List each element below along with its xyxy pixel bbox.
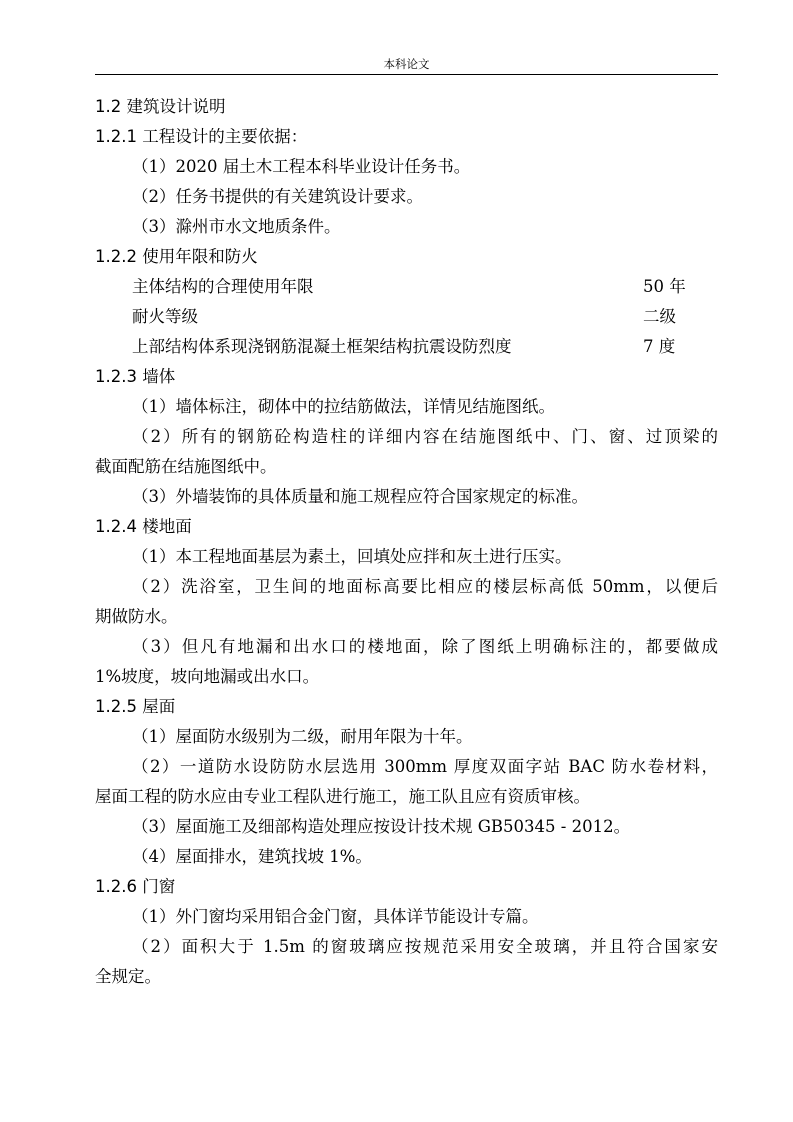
paragraph: （3）屋面施工及细部构造处理应按设计技术规 GB50345 - 2012。 bbox=[132, 817, 631, 836]
section-heading-1-2-2: 1.2.2 使用年限和防火 bbox=[95, 247, 258, 266]
paragraph-continuation: 期做防水。 bbox=[95, 607, 178, 626]
paragraph: （1）2020 届土木工程本科毕业设计任务书。 bbox=[132, 157, 471, 176]
paragraph-continuation: 屋面工程的防水应由专业工程队进行施工，施工队且应有资质审核。 bbox=[95, 787, 590, 806]
paragraph: （2）所有的钢筋砼构造柱的详细内容在结施图纸中、门、窗、过顶梁的 bbox=[132, 427, 718, 446]
paragraph: （3）外墙装饰的具体质量和施工规程应符合国家规定的标准。 bbox=[132, 487, 588, 506]
spec-label: 上部结构体系现浇钢筋混凝土框架结构抗震设防烈度 bbox=[132, 337, 512, 356]
paragraph: （2）洗浴室，卫生间的地面标高要比相应的楼层标高低 50mm，以便后 bbox=[132, 577, 718, 596]
paragraph-continuation: 截面配筋在结施图纸中。 bbox=[95, 457, 277, 476]
paragraph: （2）任务书提供的有关建筑设计要求。 bbox=[132, 187, 423, 206]
spec-row bbox=[95, 302, 718, 332]
paragraph: （1）墙体标注，砌体中的拉结筋做法，详情见结施图纸。 bbox=[132, 397, 555, 416]
header-rule bbox=[95, 74, 718, 75]
spec-value: 50 年 bbox=[643, 277, 686, 296]
paragraph: （1）屋面防水级别为二级，耐用年限为十年。 bbox=[132, 727, 473, 746]
spec-value: 二级 bbox=[643, 307, 676, 326]
section-heading-1-2-1: 1.2.1 工程设计的主要依据： bbox=[95, 127, 308, 146]
paragraph: （1）外门窗均采用铝合金门窗，具体详节能设计专篇。 bbox=[132, 907, 539, 926]
spec-label: 主体结构的合理使用年限 bbox=[132, 277, 314, 296]
paragraph: （1）本工程地面基层为素土，回填处应拌和灰土进行压实。 bbox=[132, 547, 572, 566]
paragraph: （4）屋面排水，建筑找坡 1%。 bbox=[132, 847, 372, 866]
paragraph: （2）一道防水设防防水层选用 300mm 厚度双面字站 BAC 防水卷材料， bbox=[132, 757, 718, 776]
section-heading-1-2-4: 1.2.4 楼地面 bbox=[95, 517, 192, 536]
section-heading-1-2-3: 1.2.3 墙体 bbox=[95, 367, 176, 386]
paragraph: （3）但凡有地漏和出水口的楼地面，除了图纸上明确标注的，都要做成 bbox=[132, 637, 718, 656]
section-heading-1-2: 1.2 建筑设计说明 bbox=[95, 97, 226, 116]
spec-row bbox=[95, 272, 718, 302]
paragraph: （3）滁州市水文地质条件。 bbox=[132, 217, 341, 236]
spec-row bbox=[95, 332, 718, 362]
paragraph-continuation: 全规定。 bbox=[95, 967, 161, 986]
page-header: 本科论文 bbox=[383, 57, 430, 71]
spec-value: 7 度 bbox=[643, 337, 676, 356]
paragraph-continuation: 1%坡度，坡向地漏或出水口。 bbox=[95, 667, 320, 686]
spec-label: 耐火等级 bbox=[132, 307, 198, 326]
document-body bbox=[95, 92, 718, 992]
section-heading-1-2-6: 1.2.6 门窗 bbox=[95, 877, 176, 896]
section-heading-1-2-5: 1.2.5 屋面 bbox=[95, 697, 176, 716]
paragraph: （2）面积大于 1.5m 的窗玻璃应按规范采用安全玻璃，并且符合国家安 bbox=[132, 937, 718, 956]
